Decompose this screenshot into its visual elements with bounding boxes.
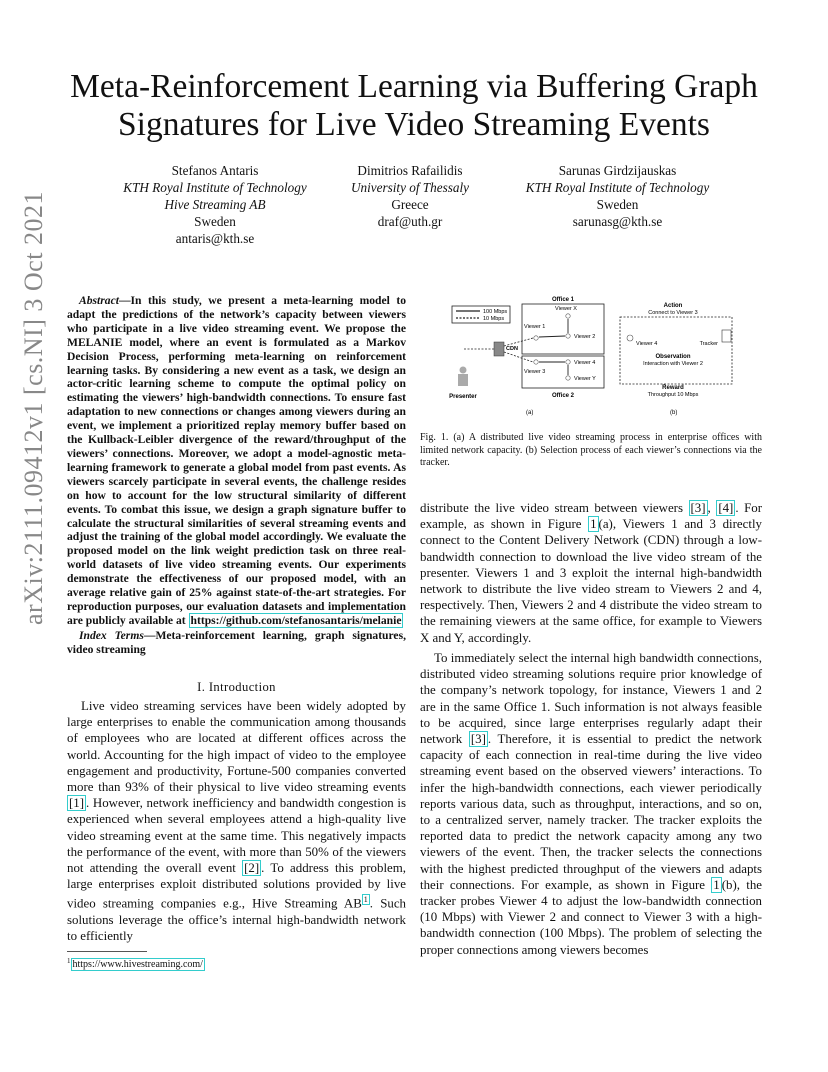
- author-affiliation: University of Thessaly: [351, 180, 469, 195]
- legend-100: 100 Mbps: [483, 309, 508, 315]
- viewer-x-icon: [566, 314, 570, 318]
- body-text: (a), Viewers 1 and 3 directly connect to the Content Delivery Network (CDN) through a low-bandwidth connection to download the live video stream of the presenter. Viewers 1 and 3 exploit the internal high-bandwidth network to distribute the live video stream to Viewers 2 and 4, respectively. Then, Viewers 2 and 4 distribute the video stream to the remaining viewers at the same office, for example to Viewers X and Y, accordingly.: [420, 517, 762, 645]
- author-name: Sarunas Girdzijauskas: [558, 163, 677, 178]
- footnote-rule: [67, 951, 147, 952]
- author-country: Greece: [391, 197, 429, 212]
- author-block-3: [500, 162, 735, 230]
- body-text: distribute the live video stream between viewers: [420, 501, 689, 515]
- observation-text: Interaction with Viewer 2: [643, 361, 703, 367]
- viewer-y-label: Viewer Y: [574, 376, 596, 382]
- author-country: Sweden: [596, 197, 639, 212]
- footnote: [67, 957, 205, 970]
- cdn-label: CDN: [506, 346, 518, 352]
- author-block-2: [330, 162, 490, 230]
- abstract-text: —In this study, we present a meta-learning model to adapt the predictions of the network’s capacity between viewers who participate in a live video streaming event. We propose the MELANIE model, where an event is formulated as a Markov Decision Process, performing meta-learning on reinforcement learning tasks. By considering a new event as a task, we design an actor-critic learning scheme to compute the optimal policy on estimating the viewers’ high-bandwidth connections. To ensure fast adaptation to new connections or changes among viewers during an event, we implement a prioritized replay memory buffer based on the Kullback-Leibler divergence of the reward/throughput of the viewers’ connections. Moreover, we adopt a model-agnostic meta-learning framework to generate a global model from past events. As viewers scarcely participate in several events, the challenge resides on how to account for the low structural similarity of different events. To combat this issue, we design a graph signature buffer to calculate the structural similarities of several streaming events and adjust the training of the global model accordingly. We evaluate the proposed model on the link weight prediction task on three real-world datasets of live video streaming events. Our experiments demonstrate the effectiveness of our proposed model, with an average relative gain of 25% against state-of-the-art strategies. For reproduction purposes, our evaluation datasets and implementation are publicly available at: [67, 294, 406, 627]
- body-text: To immediately select the internal high bandwidth connections, distributed video streaming solutions require prior knowledge of the company’s network topology, for instance, Viewers 1 and 2 are in the same Office 1. Such information is not always feasible to be acquired, since large enterprises regularly adapt their network: [420, 651, 762, 747]
- citation-link[interactable]: [3]: [690, 501, 706, 515]
- author-email: sarunasg@kth.se: [572, 214, 663, 229]
- cdn-link: [504, 338, 533, 346]
- abstract-link[interactable]: https://github.com/stefanosantaris/melanie: [190, 613, 402, 627]
- panel-a-label: (a): [526, 410, 534, 416]
- citation-link[interactable]: [1]: [69, 796, 85, 811]
- author-email: antaris@kth.se: [175, 231, 255, 246]
- figure-link[interactable]: 1: [713, 877, 720, 892]
- figure-link[interactable]: 1: [590, 517, 597, 532]
- citation-link[interactable]: [3]: [470, 732, 486, 747]
- observation-title: Observation: [655, 354, 691, 360]
- author-affiliation: KTH Royal Institute of Technology: [123, 180, 307, 195]
- abstract-label: Abstract: [79, 294, 119, 307]
- intro-paragraph: [67, 698, 406, 944]
- office-1-label: Office 1: [551, 297, 575, 303]
- viewer-1-label: Viewer 1: [524, 324, 546, 330]
- reward-title: Reward: [662, 385, 684, 391]
- office-2-label: Office 2: [551, 393, 575, 399]
- figure-1: [420, 290, 764, 420]
- author-affiliation: Hive Streaming AB: [164, 197, 266, 212]
- cdn-link: [504, 352, 533, 362]
- right-column-paragraph: [420, 650, 762, 958]
- tracker-icon: [722, 330, 731, 342]
- viewer-x-label: Viewer X: [555, 306, 577, 312]
- index-terms-label: Index Terms: [79, 628, 144, 642]
- citation-link[interactable]: [2]: [244, 861, 260, 876]
- citation-link[interactable]: [4]: [718, 501, 734, 515]
- author-name: Stefanos Antaris: [171, 163, 259, 178]
- figure-caption: Fig. 1. (a) A distributed live video streaming process in enterprise offices with limited network capacity. (b) Selection process of each viewer’s connections via the tracker.: [420, 432, 762, 468]
- paper-title: Meta-Reinforcement Learning via Buffering Graph Signatures for Live Video Streaming Events: [70, 68, 758, 143]
- viewer-4-icon: [566, 360, 570, 364]
- author-block-1: [100, 162, 330, 247]
- presenter-icon: [458, 374, 468, 386]
- rl-loop-box: [620, 317, 732, 384]
- viewer-2-label: Viewer 2: [574, 334, 596, 340]
- footnote-number: 1: [67, 957, 71, 965]
- body-text: . For example, as shown in Figure: [420, 501, 763, 532]
- intro-text: . Such solutions leverage the office’s internal high-bandwidth network to efficiently: [67, 896, 406, 944]
- reward-text: Throughput 10 Mbps: [647, 392, 699, 398]
- intro-text: . However, network inefficiency and bandwidth congestion is experienced when several employees attend a high-quality live video streaming event at the same time. This negatively impacts the performance of the event, with more than 50% of the viewers not attending the overall event: [67, 796, 406, 876]
- action-title: Action: [663, 303, 683, 309]
- intro-text: . To address this problem, large enterprises exploit distributed solutions provided by live video streaming companies e.g., Hive Streaming AB: [67, 861, 407, 911]
- cdn-server-icon: [494, 342, 504, 356]
- viewer-4-rl-label: Viewer 4: [636, 341, 658, 347]
- footnote-marker[interactable]: 1: [363, 895, 368, 905]
- viewer-y-icon: [566, 376, 570, 380]
- tracker-label: Tracker: [699, 341, 718, 347]
- author-name: Dimitrios Rafailidis: [357, 163, 463, 178]
- arxiv-identifier: arXiv:2111.09412v1 [cs.NI] 3 Oct 2021: [19, 191, 48, 625]
- footnote-link[interactable]: https://www.hivestreaming.com/: [72, 959, 203, 971]
- body-text: (b), the tracker probes Viewer 4 to adjust the low-bandwidth connection (10 Mbps) with Viewer 2 and connect to Viewer 3 with a high-bandwidth connection (100 Mbps). The problem of selecting the proper connections among viewers becomes: [420, 877, 762, 957]
- office1-link: [539, 336, 565, 337]
- section-heading: I. Introduction: [197, 680, 276, 694]
- viewer-4-label: Viewer 4: [574, 360, 596, 366]
- panel-b-label: (b): [670, 410, 678, 416]
- intro-text: Live video streaming services have been widely adopted by large enterprises to enable the communication among thousands of employees who are located at different offices across the world. Accounting for the high impact of video to the employee engagement and productivity, Fortune-500 companies converted more than 93% of their physical to live video streaming events: [67, 699, 406, 795]
- legend-10: 10 Mbps: [483, 316, 505, 322]
- body-text: . Therefore, it is essential to predict the network capacity of each connection in real-time during the live video streaming event based on the observed viewers’ interactions. To infer the high-bandwidth connections, each viewer periodically reports various data, such as throughput, interactions, and so on, to a centralized server, namely tracker. The tracker exploits the reported data to predict the network capacity among any two viewers of the event. Then, the tracker selects the connections with the highest predicted throughput of the viewers and adapts their connections. For example, as shown in Figure: [420, 732, 762, 892]
- right-column-paragraph: distribute the live video stream between viewers [3] , [4] . For example, as shown in Figure 1 (a), Viewers 1 and 3 directly connect to the Content Delivery Network (CDN) through a low-bandwidth connection to download the live video stream of the presenter. Viewers 1 and 3 exploit the internal high-bandwidth network to distribute the live video stream to Viewers 2 and 4, respectively. Then, Viewers 2 and 4 distribute the video stream to the remaining viewers at the same office, for example to Viewers X and Y, accordingly.: [420, 501, 763, 645]
- viewer-2-icon: [566, 334, 570, 338]
- abstract: [67, 294, 406, 657]
- author-email: draf@uth.gr: [377, 214, 443, 229]
- viewer-1-icon: [534, 336, 538, 340]
- viewer-4-rl-icon: [627, 335, 633, 341]
- author-affiliation: KTH Royal Institute of Technology: [525, 180, 710, 195]
- viewer-3-label: Viewer 3: [524, 369, 546, 375]
- index-terms: —Meta-reinforcement learning, graph signatures, video streaming: [67, 628, 406, 656]
- viewer-3-icon: [534, 360, 538, 364]
- presenter-label: Presenter: [449, 394, 477, 400]
- action-text: Connect to Viewer 3: [648, 310, 698, 316]
- presenter-head-icon: [460, 367, 467, 374]
- author-country: Sweden: [194, 214, 236, 229]
